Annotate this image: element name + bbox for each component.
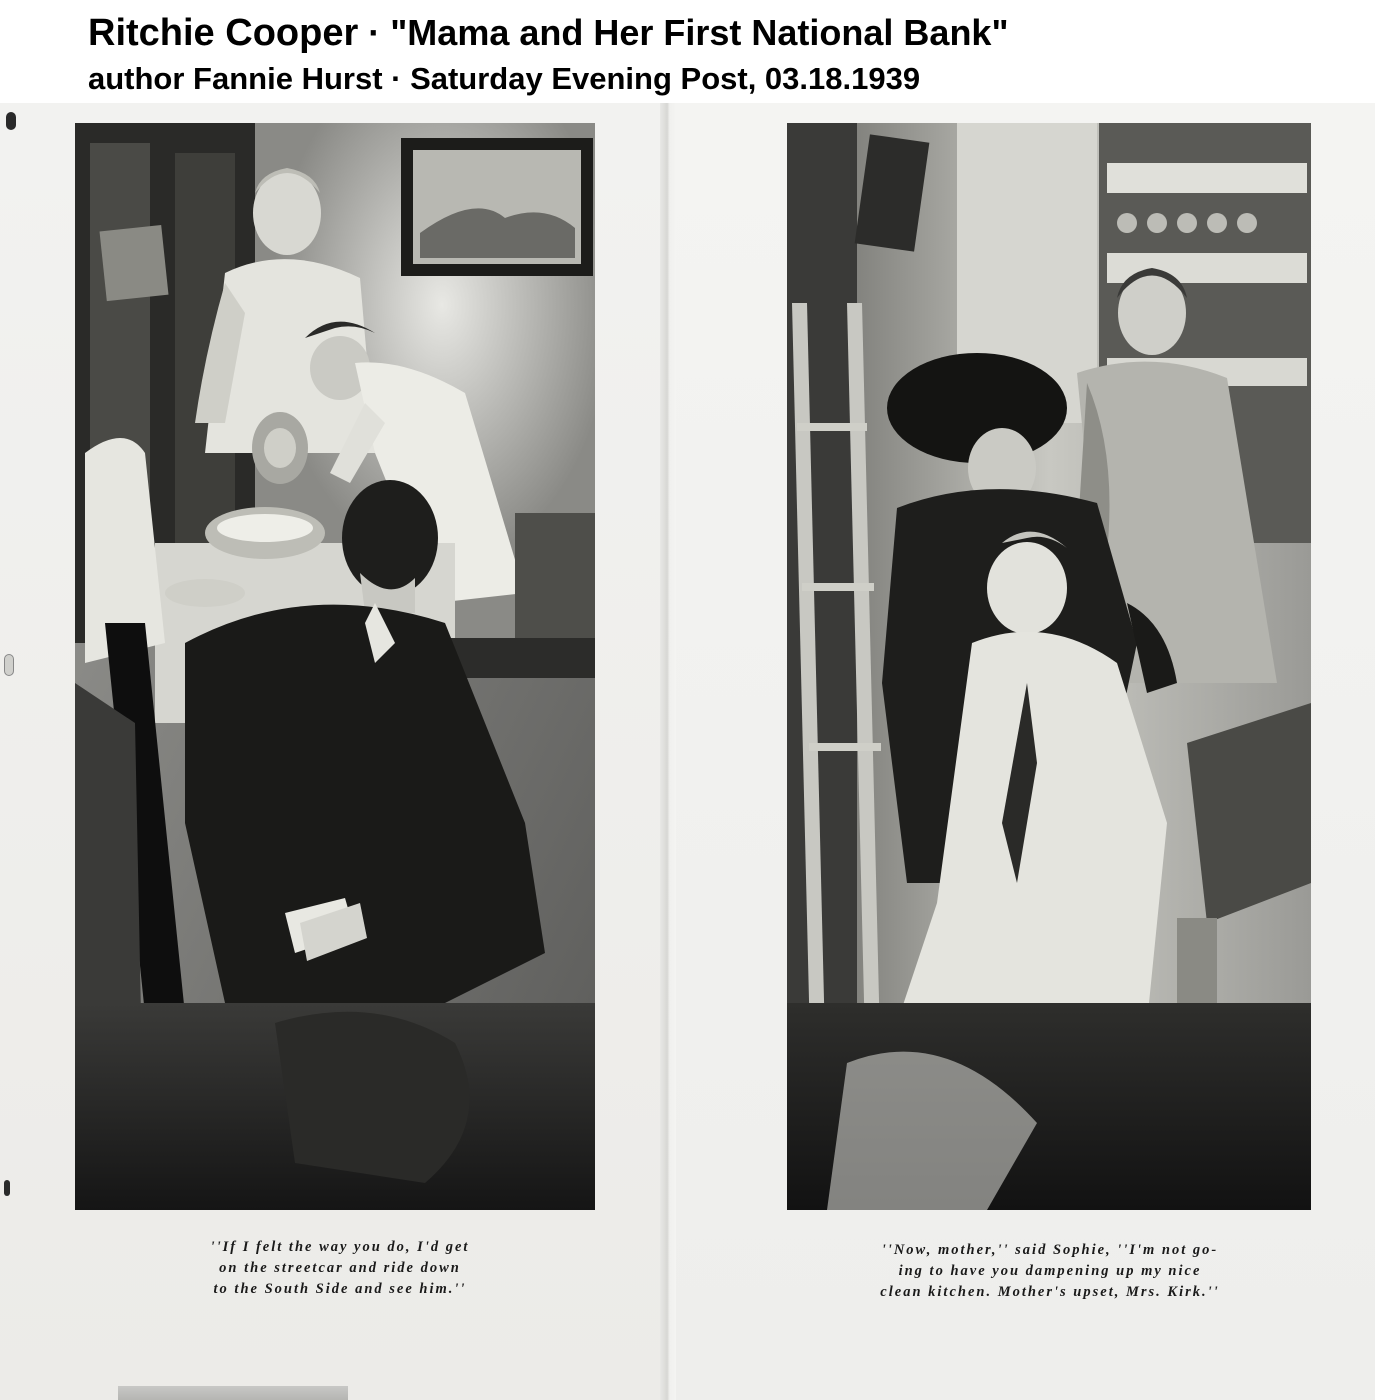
left-illustration-drawing bbox=[75, 123, 595, 1210]
image-title bbox=[88, 10, 1009, 102]
left-illustration bbox=[75, 123, 595, 1210]
title-line-2: author Fannie Hurst · Saturday Evening Post, 03.18.1939 bbox=[88, 61, 921, 96]
binder-hole bbox=[4, 1180, 10, 1196]
page-bottom-edge bbox=[118, 1386, 348, 1400]
right-illustration bbox=[787, 123, 1311, 1210]
story-title: · "Mama and Her First National Bank" bbox=[358, 12, 1009, 53]
binder-hole bbox=[4, 654, 14, 676]
page-spine bbox=[660, 103, 676, 1400]
right-illustration-caption: ''Now, mother,'' said Sophie, ''I'm not go- ing to have you dampening up my nice clean kitchen. Mother's upset, Mrs. Kirk.'' bbox=[880, 1242, 1220, 1300]
binder-hole bbox=[6, 112, 16, 130]
left-illustration-caption: ''If I felt the way you do, I'd get on the streetcar and ride down to the South Side and see him.'' bbox=[210, 1239, 470, 1297]
right-illustration-drawing bbox=[787, 123, 1311, 1210]
illustrator-name: Ritchie Cooper bbox=[88, 12, 359, 54]
title-line-1 bbox=[88, 10, 1009, 56]
